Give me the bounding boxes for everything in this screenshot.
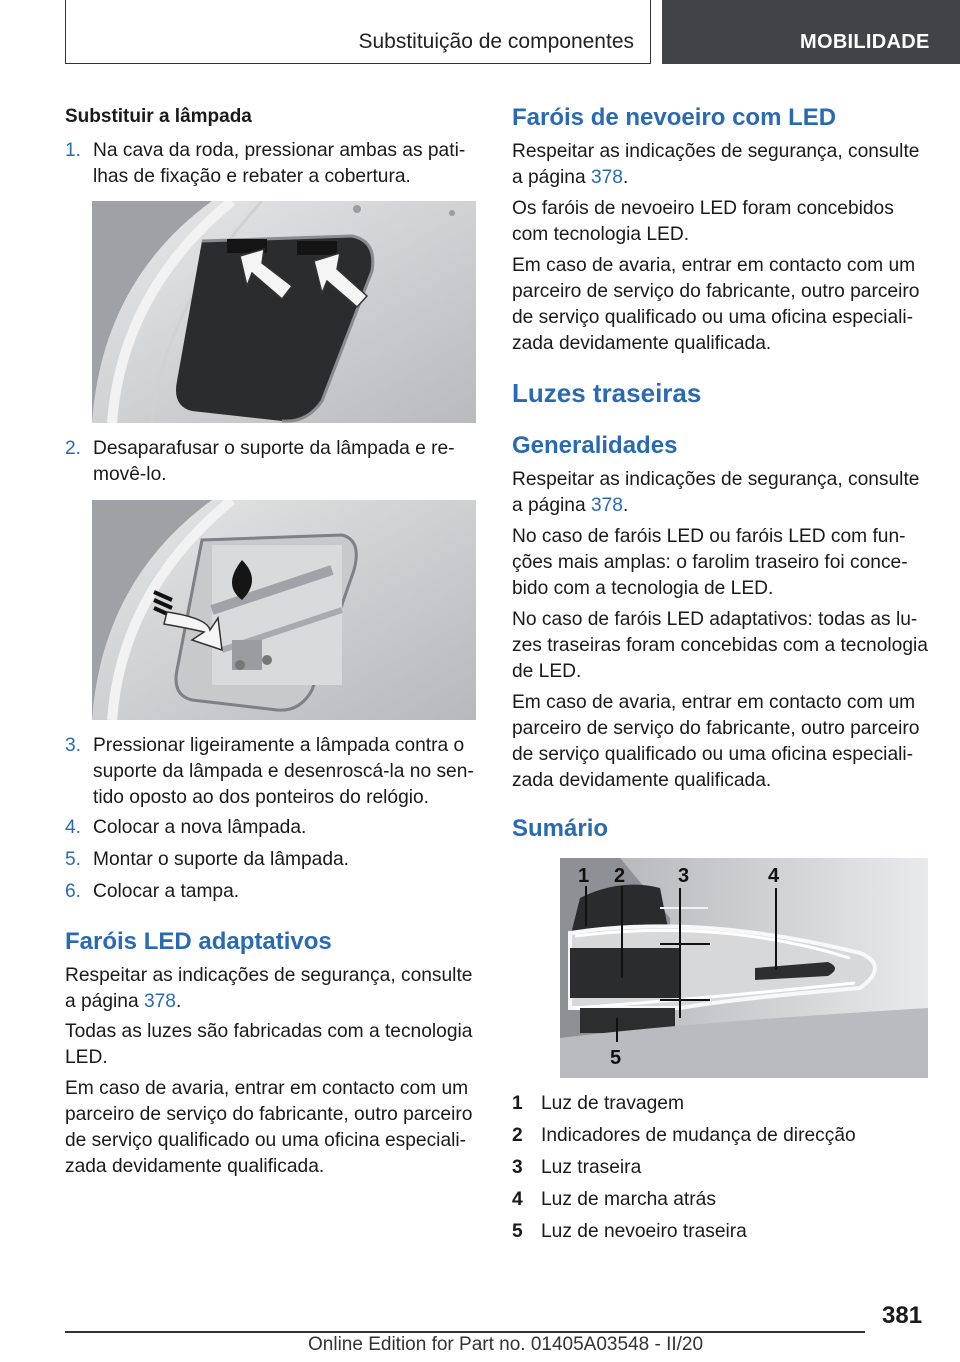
safety-note — [512, 467, 932, 519]
legend-text: Indicadores de mudança de direcção — [541, 1125, 856, 1146]
safety-text-end: . — [622, 167, 629, 188]
step-text: Desaparafusar o suporte da lâmpada e re-movê-lo. — [93, 438, 455, 485]
safety-text-end: . — [622, 495, 629, 516]
paragraph: Em caso de avaria, entrar em contacto com um parceiro de serviço do fabricante, outro parceiro de serviço qualificado ou uma oficina especiali-zada devidamente qualificada. — [512, 255, 920, 354]
step-text: Colocar a nova lâmpada. — [93, 817, 307, 838]
callout-2: 2 — [614, 865, 626, 887]
safety-note — [512, 139, 932, 191]
legend-number: 5 — [512, 1221, 523, 1242]
safety-text: Respeitar as indicações de segurança, consulte a página — [512, 141, 920, 188]
step-4 — [65, 815, 477, 841]
paragraph: Os faróis de nevoeiro LED foram concebidos com tecnologia LED. — [512, 198, 894, 245]
legend-item — [512, 1123, 932, 1149]
legend-number: 4 — [512, 1189, 523, 1210]
page-number: 381 — [882, 1302, 923, 1329]
header-chapter-tab — [662, 0, 960, 64]
figure-wheel-arch-cover — [92, 201, 476, 423]
step-text: Na cava da roda, pressionar ambas as pati-lhas de fixação e rebater a cobertura. — [93, 140, 466, 187]
legend-item — [512, 1219, 932, 1245]
page-link[interactable]: 378 — [590, 167, 623, 188]
step-number: 4. — [65, 817, 82, 838]
section-heading-fog-lights: Faróis de nevoeiro com LED — [512, 104, 837, 131]
legend-number: 1 — [512, 1093, 523, 1114]
legend-text: Luz de nevoeiro traseira — [541, 1221, 747, 1242]
section-heading-general: Generalidades — [512, 432, 678, 459]
section-heading-adaptive-led: Faróis LED adaptativos — [65, 928, 332, 955]
paragraph: No caso de faróis LED ou faróis LED com fun-ções mais amplas: o farolim traseiro foi conce-bido com a tecnologia de LED. — [512, 526, 908, 599]
step-text: Colocar a tampa. — [93, 881, 240, 902]
legend-number: 2 — [512, 1125, 523, 1146]
legend-number: 3 — [512, 1157, 523, 1178]
legend-item — [512, 1155, 932, 1181]
safety-text: Respeitar as indicações de segurança, consulte a página — [65, 965, 473, 1012]
subsection-heading: Substituir a lâmpada — [65, 106, 252, 127]
step-number: 1. — [65, 140, 82, 161]
step-number: 6. — [65, 881, 82, 902]
callout-4: 4 — [768, 865, 780, 887]
paragraph: Todas as luzes são fabricadas com a tecnologia LED. — [65, 1021, 473, 1068]
legend-text: Luz traseira — [541, 1157, 642, 1178]
paragraph: Em caso de avaria, entrar em contacto com um parceiro de serviço do fabricante, outro parceiro de serviço qualificado ou uma oficina especiali-zada devidamente qualificada. — [512, 692, 920, 791]
header-chapter-title: MOBILIDADE — [800, 31, 930, 53]
legend-item — [512, 1187, 932, 1213]
step-number: 2. — [65, 438, 82, 459]
step-3 — [65, 733, 477, 811]
header-section-title: Substituição de componentes — [358, 30, 634, 53]
safety-text-end: . — [175, 991, 182, 1012]
section-heading-summary: Sumário — [512, 815, 609, 842]
step-number: 3. — [65, 735, 82, 756]
step-number: 5. — [65, 849, 82, 870]
paragraph: Em caso de avaria, entrar em contacto com um parceiro de serviço do fabricante, outro parceiro de serviço qualificado ou uma oficina especiali-zada devidamente qualificada. — [65, 1078, 473, 1177]
step-text: Montar o suporte da lâmpada. — [93, 849, 349, 870]
callout-1: 1 — [578, 865, 590, 887]
step-1 — [65, 138, 477, 190]
safety-text: Respeitar as indicações de segurança, consulte a página — [512, 469, 920, 516]
safety-note — [65, 963, 477, 1015]
step-2 — [65, 436, 477, 488]
paragraph: No caso de faróis LED adaptativos: todas as lu-zes traseiras foram concebidas com a tecnologia de LED. — [512, 609, 928, 682]
legend-item — [512, 1091, 932, 1117]
footer-edition: Online Edition for Part no. 01405A03548 - II/20 — [308, 1334, 704, 1355]
page-link[interactable]: 378 — [143, 991, 176, 1012]
figure-tail-light-overview — [560, 858, 928, 1078]
footer-divider — [65, 1331, 865, 1333]
step-5 — [65, 847, 477, 873]
page-link[interactable]: 378 — [590, 495, 623, 516]
step-6 — [65, 879, 477, 905]
legend-text: Luz de travagem — [541, 1093, 684, 1114]
legend-text: Luz de marcha atrás — [541, 1189, 716, 1210]
figure-bulb-holder — [92, 500, 476, 720]
callout-5: 5 — [610, 1047, 622, 1069]
callout-3: 3 — [678, 865, 690, 887]
step-text: Pressionar ligeiramente a lâmpada contra o suporte da lâmpada e desenroscá-la no sen-tido oposto ao dos ponteiros do relógio. — [93, 735, 474, 808]
section-heading-tail-lights: Luzes traseiras — [512, 378, 702, 408]
